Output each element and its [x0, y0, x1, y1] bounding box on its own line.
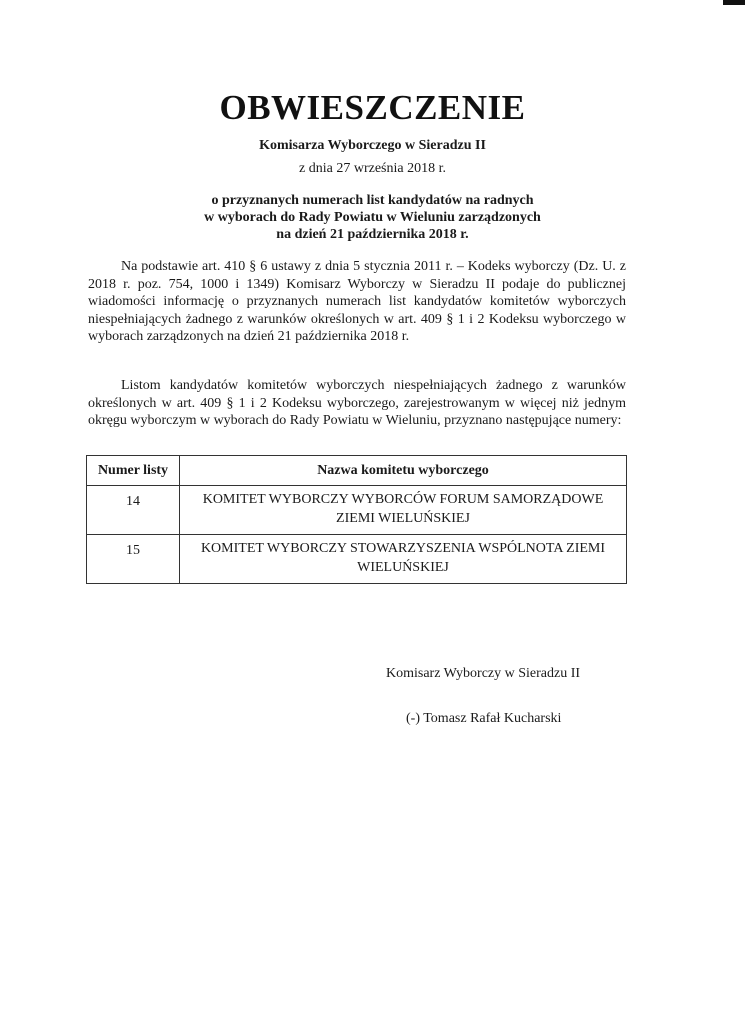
list-number-cell: 15 [87, 535, 180, 584]
signer-name: (-) Tomasz Rafał Kucharski [406, 711, 562, 726]
table-row [87, 535, 627, 584]
document-title: OBWIESZCZENIE [219, 88, 526, 127]
subject-line: na dzień 21 października 2018 r. [276, 227, 469, 242]
list-number-cell: 14 [87, 486, 180, 535]
signer-role: Komisarz Wyborczy w Sieradzu II [386, 666, 581, 681]
committee-name-cell: KOMITET WYBORCZY STOWARZYSZENIA WSPÓLNOTA ZIEMI WIELUŃSKIEJ [180, 535, 627, 584]
column-header-committee-name: Nazwa komitetu wyborczego [180, 456, 627, 486]
numbers-intro-paragraph: Listom kandydatów komitetów wyborczych niespełniających żadnego z warunków określonych w art. 409 § 1 i 2 Kodeksu wyborczego, zarejestrowanym w więcej niż jednym okręgu wyborczym w wyborach do Rady Powiatu w Wieluniu, przyznano następujące numery: [88, 378, 626, 428]
subject-line: w wyborach do Rady Powiatu w Wieluniu zarządzonych [204, 210, 541, 225]
column-header-list-number: Numer listy [87, 456, 180, 486]
document-subject [120, 192, 625, 243]
legal-basis-paragraph: Na podstawie art. 410 § 6 ustawy z dnia 5 stycznia 2011 r. – Kodeks wyborczy (Dz. U. z 2018 r. poz. 754, 1000 i 1349) Komisarz Wyborczy w Sieradzu II podaje do publicznej wiadomości informację o przyznanych numerach list kandydatów komitetów wyborczych niespełniających żadnego z warunków określonych w art. 409 § 1 i 2 Kodeksu wyborczego w wyborach zarządzonych na dzień 21 października 2018 r. [88, 259, 626, 344]
table-header-row [87, 456, 627, 486]
scan-corner-mark [723, 0, 745, 5]
subject-line: o przyznanych numerach list kandydatów na radnych [211, 193, 534, 208]
table-row [87, 486, 627, 535]
committee-numbers-table [86, 455, 627, 584]
committee-name-cell: KOMITET WYBORCZY WYBORCÓW FORUM SAMORZĄDOWE ZIEMI WIELUŃSKIEJ [180, 486, 627, 535]
document-date: z dnia 27 września 2018 r. [299, 161, 446, 176]
document-issuer: Komisarza Wyborczego w Sieradzu II [259, 138, 486, 153]
